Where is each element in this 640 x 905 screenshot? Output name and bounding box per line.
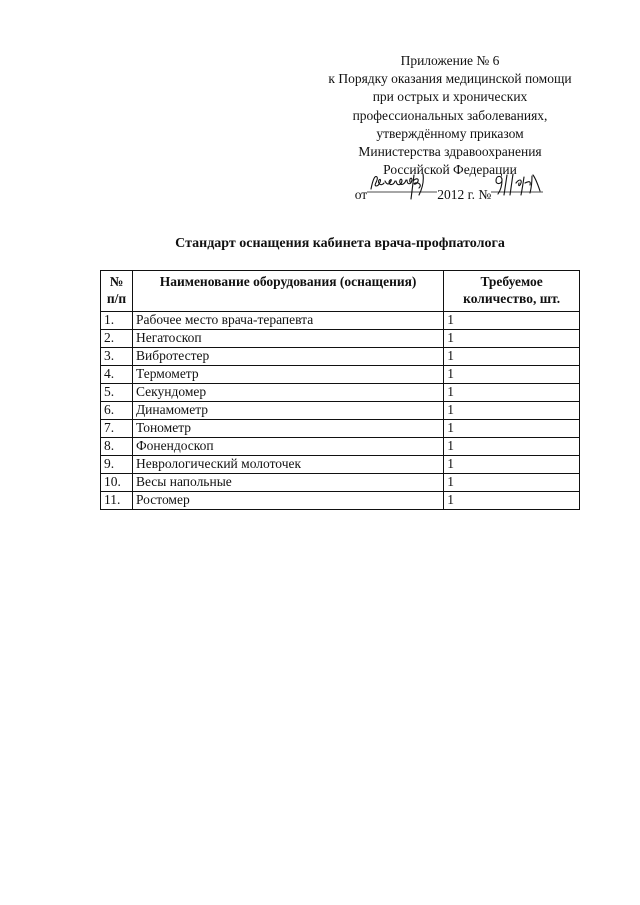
row-num: 1. xyxy=(101,312,133,330)
date-prefix: от xyxy=(354,187,368,203)
row-name: Термометр xyxy=(132,366,443,384)
row-qty: 1 xyxy=(444,402,580,420)
row-qty: 1 xyxy=(444,420,580,438)
row-name: Динамометр xyxy=(132,402,443,420)
appendix-line: Приложение № 6 xyxy=(400,53,500,68)
document-title: Стандарт оснащения кабинета врача-профпатолога xyxy=(175,236,505,251)
header-qty: Требуемое количество, шт. xyxy=(444,271,580,312)
handwritten-number-signature xyxy=(491,179,545,199)
handwritten-date-signature xyxy=(367,179,437,199)
row-name: Неврологический молоточек xyxy=(132,456,443,474)
appendix-line: утверждённому приказом xyxy=(376,125,524,141)
row-num: 11. xyxy=(101,492,133,510)
appendix-line: Российской Федерации xyxy=(383,162,517,178)
row-num: 5. xyxy=(101,384,133,402)
header-num: № п/п xyxy=(101,271,133,312)
table-row xyxy=(101,456,580,474)
order-date-line xyxy=(300,179,600,204)
appendix-line: к Порядку оказания медицинской помощи xyxy=(328,71,572,87)
row-num: 8. xyxy=(101,438,133,456)
row-num: 6. xyxy=(101,402,133,420)
table-row xyxy=(101,384,580,402)
row-qty: 1 xyxy=(444,330,580,348)
row-name: Негатоскоп xyxy=(132,330,443,348)
row-num: 10. xyxy=(101,474,133,492)
table-row xyxy=(101,474,580,492)
row-num: 9. xyxy=(101,456,133,474)
row-qty: 1 xyxy=(444,492,580,510)
table-row xyxy=(101,438,580,456)
row-name: Рабочее место врача-терапевта xyxy=(132,312,443,330)
table-row xyxy=(101,420,580,438)
row-name: Весы напольные xyxy=(132,474,443,492)
row-qty: 1 xyxy=(444,384,580,402)
row-name: Ростомер xyxy=(132,492,443,510)
row-num: 2. xyxy=(101,330,133,348)
row-name: Тонометр xyxy=(132,420,443,438)
row-name: Секундомер xyxy=(132,384,443,402)
row-qty: 1 xyxy=(444,312,580,330)
row-num: 7. xyxy=(101,420,133,438)
appendix-line: Министерства здравоохранения xyxy=(358,144,542,160)
row-qty: 1 xyxy=(444,438,580,456)
row-qty: 1 xyxy=(444,474,580,492)
equipment-table xyxy=(100,270,580,510)
row-qty: 1 xyxy=(444,456,580,474)
row-qty: 1 xyxy=(444,348,580,366)
appendix-block xyxy=(300,52,600,205)
row-qty: 1 xyxy=(444,366,580,384)
table-row xyxy=(101,402,580,420)
row-name: Фонендоскоп xyxy=(132,438,443,456)
appendix-line: профессиональных заболеваниях, xyxy=(352,107,548,123)
header-name: Наименование оборудования (оснащения) xyxy=(132,271,443,312)
table-row xyxy=(101,330,580,348)
table-header-row xyxy=(101,271,580,312)
row-num: 3. xyxy=(101,348,133,366)
table-row xyxy=(101,348,580,366)
table-row xyxy=(101,492,580,510)
row-num: 4. xyxy=(101,366,133,384)
date-year: 2012 г. № xyxy=(437,187,492,203)
table-row xyxy=(101,366,580,384)
row-name: Вибротестер xyxy=(132,348,443,366)
appendix-line: при острых и хронических xyxy=(372,89,528,105)
table-row xyxy=(101,312,580,330)
